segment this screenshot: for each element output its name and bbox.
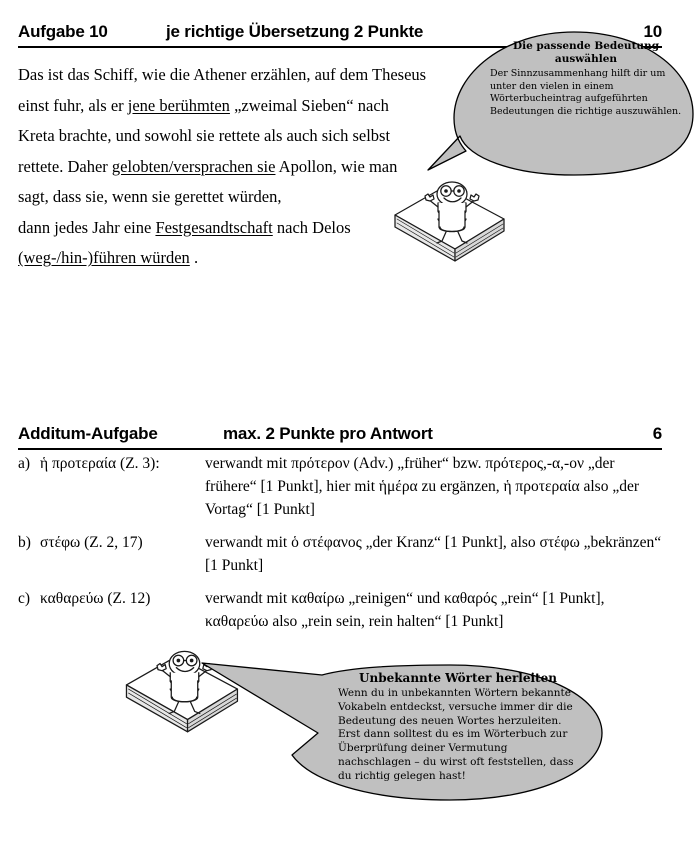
additum-term: στέφω (Z. 2, 17) [40,534,143,551]
translation-underline-festgesandtschaft: Festgesandtschaft [155,217,273,237]
additum-marker: b) [18,534,31,551]
additum-answer-list [18,452,662,643]
translation-line [18,91,448,122]
translation-line-4-post: Apollon, wie man [275,156,398,176]
tip-bubble-top-text [490,40,682,118]
additum-item-b [18,531,662,577]
translation-line [18,213,448,244]
translation-line [18,243,448,274]
translation-line-2-pre: einst fuhr, als er [18,95,128,115]
translation-line-2-post: „zweimal Sieben“ nach [229,95,389,115]
bookworm-illustration-top [392,163,512,273]
translation-paragraph [18,60,448,274]
translation-line [18,60,448,91]
additum-header-points: 6 [652,424,662,443]
task-header-title: Aufgabe 10 [18,22,108,41]
translation-line-4-pre: rettete. Daher [18,156,112,176]
translation-line-1: Das ist das Schiff, wie die Athener erzählen, auf dem Theseus [18,65,427,84]
bookworm-on-book-icon [392,163,512,273]
additum-term: ἡ προτεραία (Z. 3): [40,455,160,472]
translation-line [18,121,448,152]
additum-answer: verwandt mit πρότερον (Adv.) „früher“ bzw. πρότερος,-α,-ον „der frühere“ [1 Punkt], hier mit ἡμέρα zu ergänzen, ἡ προτεραία also „der Vortag“ [1 Punkt] [205,455,640,518]
translation-line-6-pre: dann jedes Jahr eine [18,217,156,237]
translation-line-3: Kreta brachte, und sowohl sie rettete als auch sich selbst [18,126,391,145]
translation-line-6-post: nach Delos [272,217,351,237]
additum-header [18,424,662,450]
translation-line [18,182,448,213]
tip-bubble-bottom [230,645,630,820]
additum-header-criterion: max. 2 Punkte pro Antwort [223,424,433,443]
additum-marker: a) [18,455,31,472]
additum-answer: verwandt mit ὁ στέφανος „der Kranz“ [1 Punkt], also στέφω „bekränzen“ [1 Punkt] [205,534,662,574]
additum-answer: verwandt mit καθαίρω „reinigen“ und καθαρός „rein“ [1 Punkt], καθαρεύω also „rein sein, rein halten“ [1 Punkt] [205,590,605,630]
translation-line-7-post: . [189,248,199,267]
tip-bubble-bottom-body: Wenn du in unbekannten Wörtern bekannte Vokabeln entdeckst, versuche immer dir die Bedeutung des neuen Wortes herzuleiten. Erst dann solltest du es im Wörterbuch zur Überprüfung deiner Vermutung nachschlagen – du wirst oft feststellen, dass du richtig gelegen hast! [338,687,574,782]
tip-bubble-top [450,18,697,183]
task-header-points: 10 [643,22,662,41]
translation-underline-jene-beruehmten: jene berühmten [127,95,230,115]
additum-item-c [18,587,662,633]
tip-bubble-bottom-text [338,670,578,784]
tip-bubble-top-title: Die passende Bedeutung auswählen [512,40,660,65]
translation-line [18,152,448,183]
translation-underline-gelobten-versprachen: gelobten/versprachen sie [111,156,276,176]
tip-bubble-top-body: Der Sinnzusammenhang hilft dir um unter den vielen in einem Wörterbucheintrag aufgeführten Bedeutungen die richtige auszuwählen. [490,68,682,117]
additum-marker: c) [18,590,31,607]
tip-bubble-bottom-title: Unbekannte Wörter herleiten [359,671,557,685]
additum-item-a [18,452,662,521]
task-header-criterion: je richtige Übersetzung 2 Punkte [166,22,424,41]
translation-underline-wegfuehren-wuerden: (weg-/hin-)führen würden [18,248,190,267]
additum-header-title: Additum-Aufgabe [18,424,158,443]
translation-line-5: sagt, dass sie, wenn sie gerettet würden, [18,187,282,206]
additum-term: καθαρεύω (Z. 12) [40,590,151,607]
